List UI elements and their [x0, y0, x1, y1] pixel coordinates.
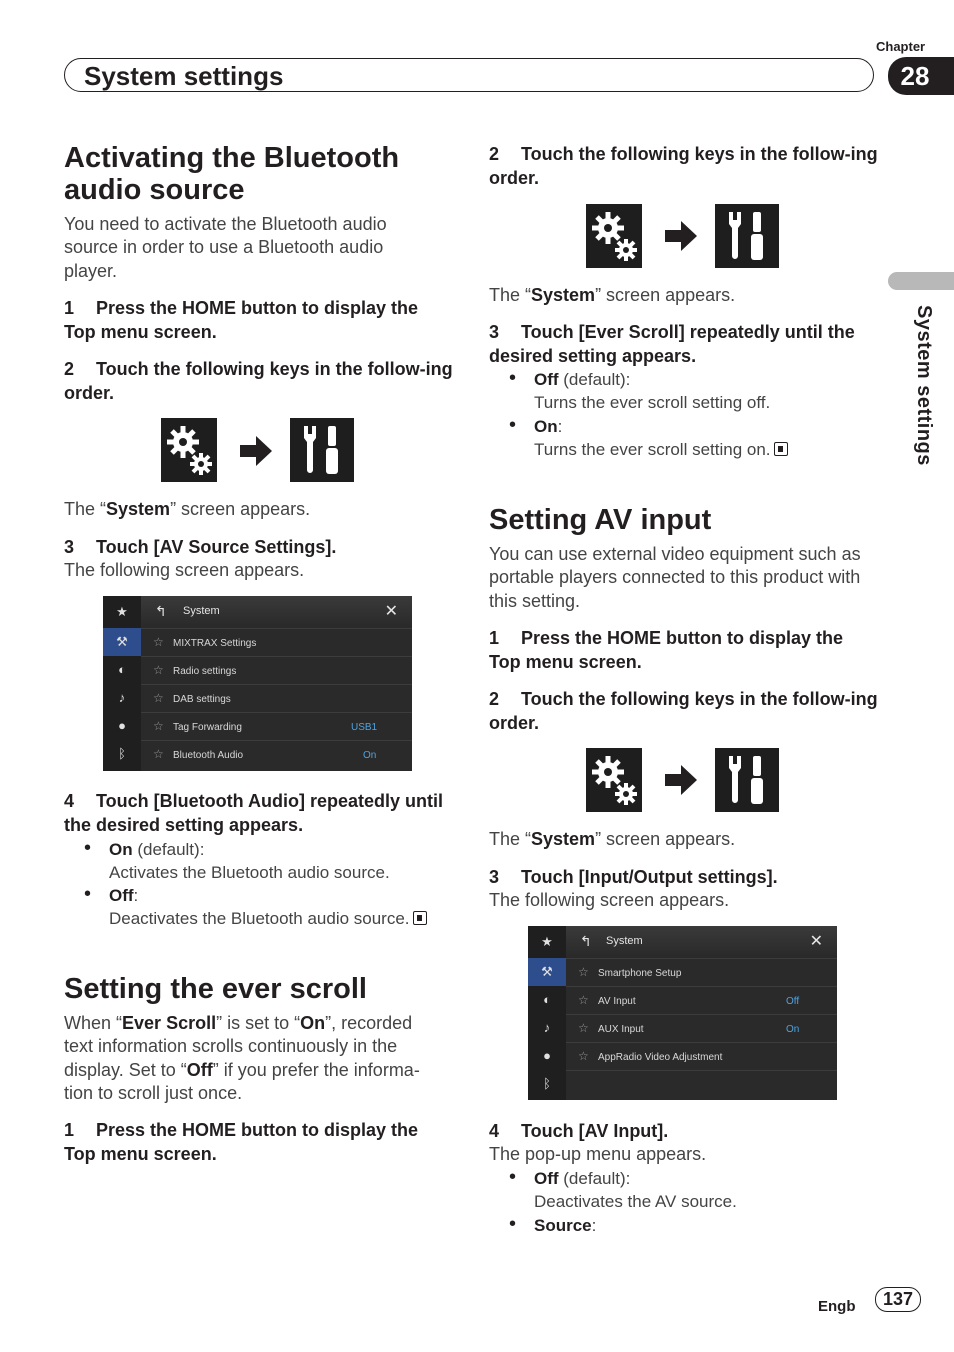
side-tab-marker	[888, 272, 954, 290]
text: ” screen appears.	[595, 285, 736, 305]
text: The “	[489, 829, 532, 849]
star-icon: ☆	[153, 747, 164, 761]
screen-row	[566, 1042, 837, 1071]
step-number: 3	[489, 322, 500, 342]
tools-icon: ⚒	[528, 958, 566, 986]
bullet: •	[84, 837, 92, 859]
screen-row	[141, 628, 412, 657]
chapter-number: 28	[888, 57, 954, 95]
bt-step-4	[64, 790, 444, 837]
av-step-4-body: The pop-up menu appears.	[489, 1144, 707, 1164]
section-title: System settings	[84, 61, 284, 91]
step-number: 2	[64, 359, 75, 379]
av-step-4	[489, 1120, 869, 1144]
bullet: •	[509, 367, 517, 389]
tools-icon	[290, 418, 354, 482]
step-text: Press the HOME button to display the Top menu screen.	[489, 628, 844, 672]
screen-titlebar	[566, 926, 837, 956]
gears-icon	[161, 418, 217, 482]
av-step-1	[489, 627, 869, 674]
star-icon: ☆	[153, 635, 164, 649]
bt-system-appears	[64, 498, 444, 521]
option-name: On	[109, 840, 133, 859]
av-step-3-body: The following screen appears.	[489, 890, 730, 910]
disc-icon: ●	[118, 718, 126, 733]
gears-icon	[586, 204, 642, 268]
bullet: •	[509, 414, 517, 436]
star-icon: ☆	[153, 719, 164, 733]
row-label: AV Input	[598, 996, 636, 1007]
step-text: Touch [Input/Output settings].	[521, 867, 778, 887]
arrow-right-icon	[240, 436, 272, 466]
es-option-off	[509, 367, 864, 414]
gears-icon	[586, 748, 642, 812]
system-word: System	[531, 829, 596, 849]
system-key	[290, 418, 354, 482]
screen-sidebar	[528, 926, 566, 1100]
screen-row	[141, 656, 412, 685]
row-label: Radio settings	[173, 666, 237, 677]
text: :	[133, 886, 139, 905]
text: ” screen appears.	[170, 499, 311, 519]
step-text: Touch [Bluetooth Audio] repeatedly until the desired setting appears.	[64, 791, 443, 835]
screen-title: System	[183, 605, 220, 617]
bold-term: Ever Scroll	[122, 1013, 217, 1033]
bt-step-3-body: The following screen appears.	[64, 560, 305, 580]
back-icon: ↰	[580, 933, 592, 949]
bold-term: On	[300, 1013, 326, 1033]
row-label: AppRadio Video Adjustment	[598, 1052, 723, 1063]
text: ” if you prefer the informa-tion to scroll just once.	[64, 1059, 420, 1103]
arrow-right-icon	[665, 221, 697, 251]
step-number: 2	[489, 144, 500, 164]
speaker-icon: ♪	[543, 1020, 551, 1035]
screen-row	[141, 684, 412, 713]
side-tab-label: System settings	[913, 305, 935, 466]
heading-av-input: Setting AV input	[489, 504, 712, 536]
row-value: USB1	[351, 722, 378, 733]
step-number: 2	[489, 689, 500, 709]
star-icon: ☆	[578, 993, 589, 1007]
es-intro	[64, 1012, 444, 1105]
row-label: Smartphone Setup	[598, 968, 682, 979]
bullet: •	[84, 883, 92, 905]
step-text: Touch [AV Source Settings].	[96, 537, 337, 557]
screen-row	[566, 1014, 837, 1043]
system-key	[715, 204, 779, 268]
system-key	[715, 748, 779, 812]
footer-language: Engb	[818, 1298, 856, 1315]
option-desc: Activates the Bluetooth audio source.	[109, 863, 390, 882]
av-option-off	[509, 1166, 864, 1213]
step-text: Touch [Ever Scroll] repeatedly until the desired setting appears.	[489, 322, 855, 366]
screen-row	[566, 986, 837, 1015]
favorite-icon: ★	[116, 604, 128, 619]
star-icon: ☆	[578, 1049, 589, 1063]
text: The “	[489, 285, 532, 305]
row-value: On	[363, 750, 377, 761]
screen-titlebar	[141, 596, 412, 626]
page-number: 137	[875, 1287, 921, 1312]
end-mark-icon	[413, 911, 427, 925]
text: (default):	[558, 1169, 631, 1188]
chapter-label: Chapter	[876, 39, 926, 54]
system-screen-io-settings	[528, 926, 837, 1100]
screen-sidebar	[103, 596, 141, 771]
disc-icon: ●	[543, 1048, 551, 1063]
bluetooth-icon: ᛒ	[543, 1076, 551, 1091]
arrow-right-icon	[665, 765, 697, 795]
es-step-2	[489, 143, 879, 190]
theme-icon: ◐	[118, 662, 126, 677]
step-text: Touch the following keys in the follow-ing order.	[489, 144, 878, 188]
bluetooth-icon: ᛒ	[118, 746, 126, 761]
close-icon: ✕	[809, 933, 823, 950]
option-desc: Turns the ever scroll setting on.	[534, 440, 771, 459]
text: The “	[64, 499, 107, 519]
theme-icon: ◐	[543, 992, 551, 1007]
close-icon: ✕	[384, 603, 398, 620]
row-label: MIXTRAX Settings	[173, 638, 257, 649]
row-label: Tag Forwarding	[173, 722, 242, 733]
av-option-source	[509, 1213, 864, 1237]
star-icon: ☆	[153, 691, 164, 705]
option-name: On	[534, 417, 558, 436]
es-step-3	[489, 321, 879, 368]
screen-title: System	[606, 935, 643, 947]
bt-option-off	[84, 883, 454, 930]
es-system-appears	[489, 284, 869, 307]
es-option-on	[509, 414, 864, 461]
heading-ever-scroll: Setting the ever scroll	[64, 973, 367, 1005]
step-text: Press the HOME button to display the Top menu screen.	[64, 298, 419, 342]
text: ” screen appears.	[595, 829, 736, 849]
bt-step-2	[64, 358, 454, 405]
step-number: 1	[489, 628, 500, 648]
step-text: Touch the following keys in the follow-ing order.	[64, 359, 453, 403]
es-step-1	[64, 1119, 444, 1166]
av-step-3	[489, 866, 869, 890]
step-number: 4	[489, 1121, 500, 1141]
step-text: Press the HOME button to display the Top menu screen.	[64, 1120, 419, 1164]
system-screen-av-source	[103, 596, 412, 771]
tools-icon: ⚒	[103, 628, 141, 656]
text: :	[557, 417, 563, 436]
settings-key	[161, 418, 217, 482]
bt-step-1	[64, 297, 444, 344]
text: ” is set to “	[216, 1013, 301, 1033]
star-icon: ☆	[153, 663, 164, 677]
step-number: 4	[64, 791, 75, 811]
step-number: 3	[64, 537, 75, 557]
screen-row	[566, 958, 837, 987]
bullet: •	[509, 1166, 517, 1188]
favorite-icon: ★	[541, 934, 553, 949]
bold-term: Off	[186, 1059, 213, 1080]
option-name: Source	[534, 1216, 592, 1235]
text: (default):	[132, 840, 205, 859]
step-number: 1	[64, 298, 75, 318]
av-step-2	[489, 688, 879, 735]
row-label: DAB settings	[173, 694, 231, 705]
step-text: Touch the following keys in the follow-ing order.	[489, 689, 878, 733]
option-desc: Deactivates the AV source.	[534, 1192, 737, 1211]
row-label: Bluetooth Audio	[173, 750, 244, 761]
star-icon: ☆	[578, 965, 589, 979]
av-intro: You can use external video equipment such as portable players connected to this product with this setting.	[489, 544, 861, 611]
option-desc: Deactivates the Bluetooth audio source.	[109, 909, 410, 928]
bt-intro: You need to activate the Bluetooth audio source in order to use a Bluetooth audio player.	[64, 214, 387, 281]
row-value: Off	[786, 996, 800, 1007]
text: :	[591, 1216, 597, 1235]
screen-row-empty	[566, 1070, 837, 1099]
end-mark-icon	[774, 442, 788, 456]
av-system-appears	[489, 828, 869, 851]
step-number: 3	[489, 867, 500, 887]
settings-key	[586, 204, 642, 268]
screen-row	[141, 740, 412, 769]
option-name: Off	[109, 886, 134, 905]
star-icon: ☆	[578, 1021, 589, 1035]
text: ”, recorded text information scrolls continuously in the display. Set to “	[64, 1013, 413, 1080]
step-number: 1	[64, 1120, 75, 1140]
bullet: •	[509, 1213, 517, 1235]
heading-bluetooth-audio: Activating the Bluetooth audio source	[64, 142, 400, 206]
row-value: On	[786, 1024, 800, 1035]
bt-option-on	[84, 837, 449, 884]
text: When “	[64, 1013, 123, 1033]
option-desc: Turns the ever scroll setting off.	[534, 393, 771, 412]
screen-row	[141, 712, 412, 741]
step-text: Touch [AV Input].	[521, 1121, 669, 1141]
text: (default):	[558, 370, 631, 389]
settings-key	[586, 748, 642, 812]
back-icon: ↰	[155, 603, 167, 619]
option-name: Off	[534, 1169, 559, 1188]
system-word: System	[106, 499, 171, 519]
system-word: System	[531, 285, 596, 305]
tools-icon	[715, 204, 779, 268]
tools-icon	[715, 748, 779, 812]
row-label: AUX Input	[598, 1024, 644, 1035]
bt-step-3	[64, 536, 444, 560]
option-name: Off	[534, 370, 559, 389]
speaker-icon: ♪	[118, 690, 126, 705]
